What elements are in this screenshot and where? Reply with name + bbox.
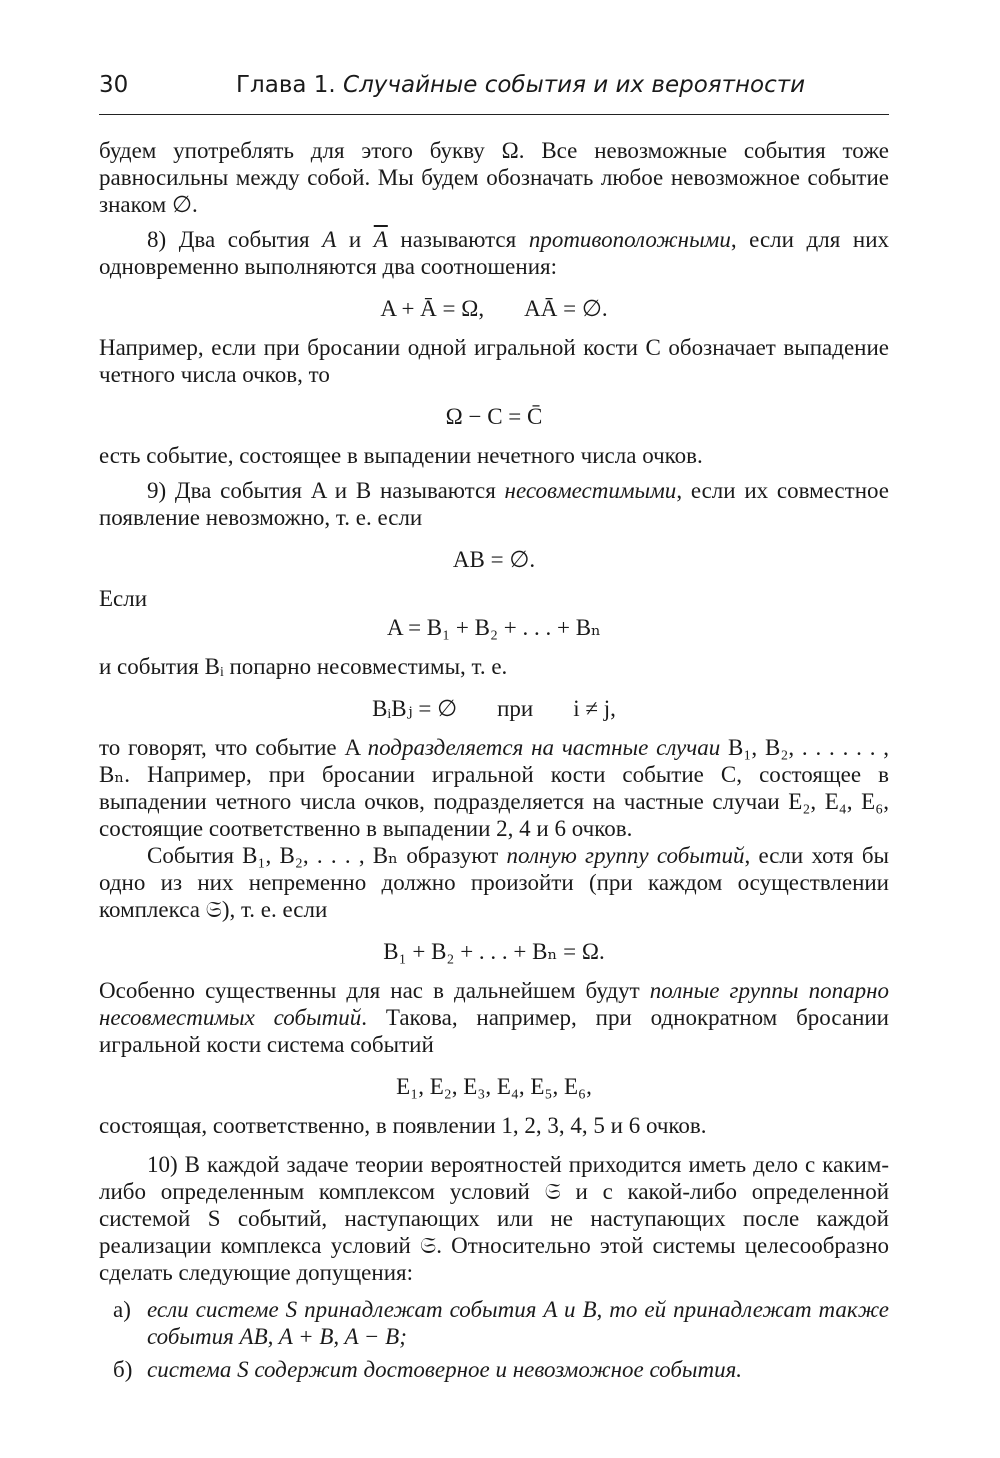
page-number: 30 [99,72,129,98]
paragraph-8: то говорят, что событие A подразделяется на частные случаи B₁, B₂, . . . . . . , Bₙ. Например, при бросании игральной кости событие C, состоящее в выпадении четного числа очков, подразделяется на частные случаи E₂, E₄, E₆, состоящие соответственно в выпадении 2, 4 и 6 очков. [99,735,890,841]
list-label-a: а) [113,1297,131,1322]
formula-opposite: A + Ā = Ω, AĀ = ∅. [380,296,608,321]
formula-sum-b: A = B₁ + B₂ + . . . + Bₙ [387,615,601,640]
paragraph-7: и события Bᵢ попарно несовместимы, т. е. [99,654,508,679]
list-item-b [99,1356,889,1383]
formula-complement: Ω − C = C̄ [445,404,543,429]
term-opposite: противоположными [528,227,731,252]
chapter-label: Глава 1. [236,72,336,98]
paragraph-6: Если [99,586,148,611]
term-incompatible: несовместимыми [504,478,677,503]
paragraph-12: 10) В каждой задаче теории вероятностей приходится иметь дело с каким-либо определенным комплексом условий 𝔖 и с какой-либо определенной системой S событий, наступающих или не наступающих после каждой реализации комплекса условий 𝔖. Относительно этой системы целесообразно сделать следующие допущения: [99,1152,889,1285]
formula-ab-empty: AB = ∅. [452,547,536,572]
paragraph-5: 9) Два события A и B называются несовместимыми, если их совместное появление невозможно, т. е. если [99,478,889,530]
chapter-title: Случайные события и их вероятности [343,72,806,98]
paragraph-11: состоящая, соответственно, в появлении 1, 2, 3, 4, 5 и 6 очков. [99,1113,707,1138]
paragraph-9: События B₁, B₂, . . . , Bₙ образуют полную группу событий, если хотя бы одно из них непременно должно произойти (при каждом осуществлении комплекса 𝔖), т. е. если [99,843,889,922]
paragraph-3: Например, если при бросании одной игральной кости C обозначает выпадение четного числа очков, то [99,335,889,387]
formula-pairwise: BᵢBⱼ = ∅ при i ≠ j, [372,696,616,721]
page-body [99,137,889,1383]
paragraph-1: будем употреблять для этого букву Ω. Все невозможные события тоже равносильны между собой. Мы будем обозначать любое невозможное событие знаком ∅. [99,138,889,217]
list-label-b: б) [113,1357,133,1382]
list-item-a [99,1296,889,1350]
paragraph-10: Особенно существенны для нас в дальнейшем будут полные группы попарно несовместимых событий. Такова, например, при однократном бросании игральной кости система событий [99,978,889,1057]
running-header [99,72,889,115]
formula-dice-events: E₁, E₂, E₃, E₄, E₅, E₆, [396,1074,592,1099]
paragraph-2: 8) Два события A и $\overline{A}$ называются противоположными, если для них одновременно выполняются два соотношения: [99,227,889,279]
term-subdivided: подразделяется на частные случаи [367,735,721,760]
term-full-groups-incompatible: полные группы попарно несовместимых событий [99,978,889,1030]
list-text-a: если системе S принадлежат события A и B, то ей принадлежат также события AB, A + B, A − B; [147,1297,889,1349]
term-full-group: полную группу событий [506,843,745,868]
list-text-b: система S содержит достоверное и невозможное события. [147,1357,743,1382]
book-page [99,72,889,1383]
paragraph-4: есть событие, состоящее в выпадении нечетного числа очков. [99,443,703,468]
formula-full-group: B₁ + B₂ + . . . + Bₙ = Ω. [383,939,605,964]
